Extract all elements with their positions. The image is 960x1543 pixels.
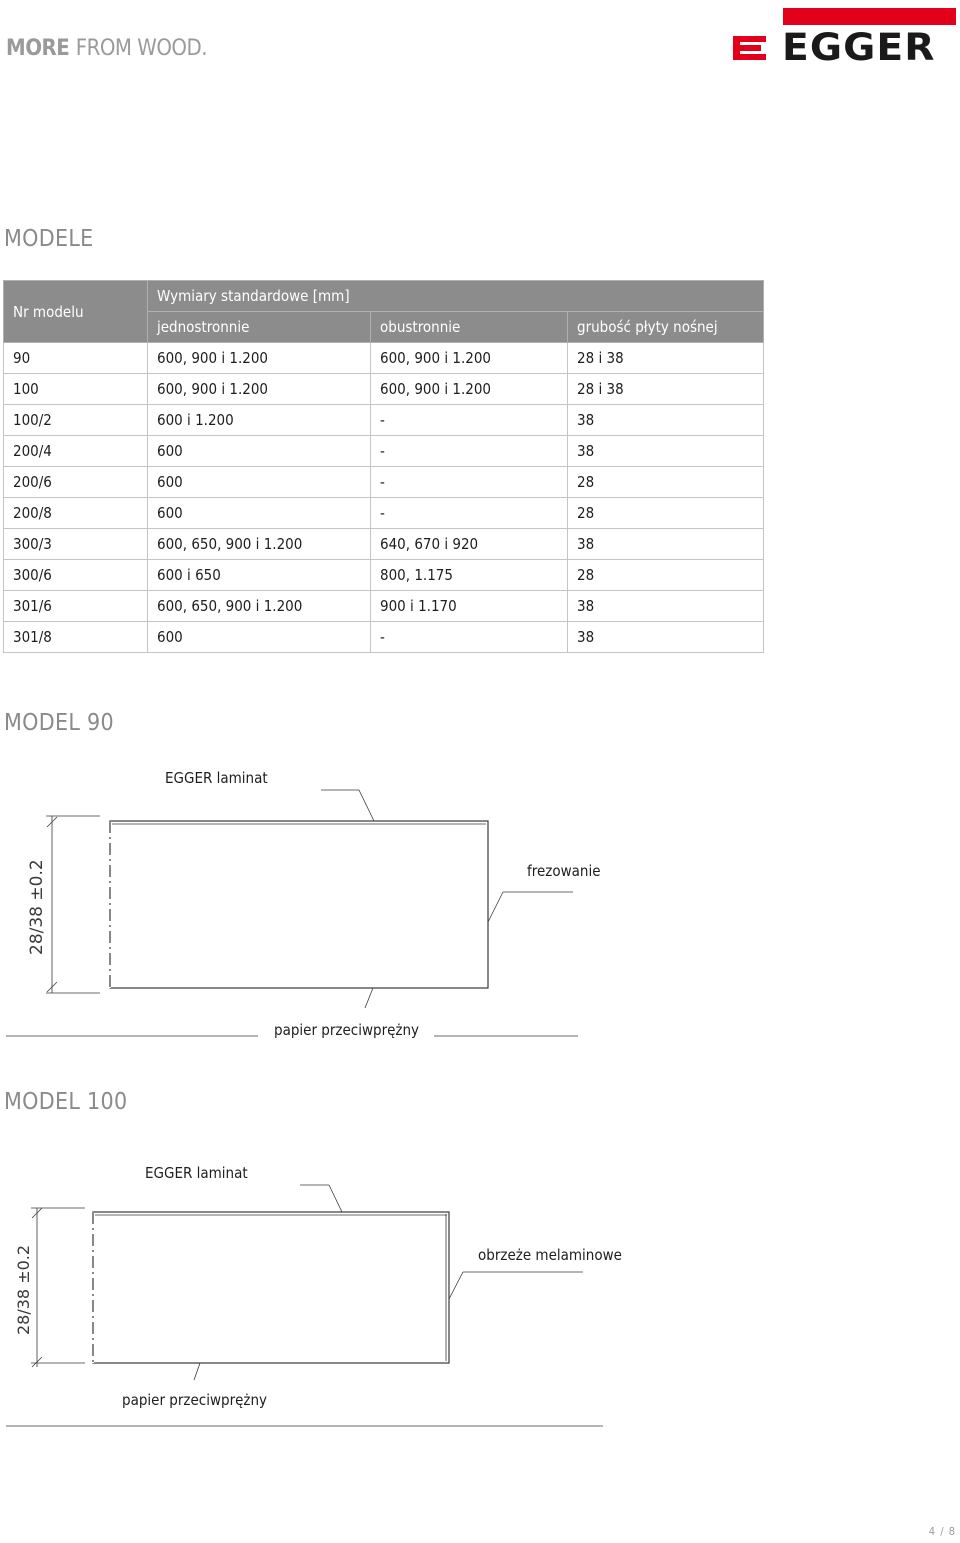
table-cell: 600: [148, 467, 371, 498]
tagline-bold: MORE: [6, 36, 70, 61]
model100-dimension-text: 28/38 ±0.2: [14, 1244, 33, 1335]
model100-board: [93, 1212, 449, 1363]
table-row: [4, 591, 764, 622]
table-cell: 600 i 1.200: [148, 405, 371, 436]
model100-drawing: [0, 1175, 620, 1435]
table-cell: 38: [568, 436, 764, 467]
model90-laminate-label: EGGER laminat: [165, 769, 268, 787]
table-cell: 200/8: [4, 498, 148, 529]
table-cell: 100: [4, 374, 148, 405]
table-row: [4, 467, 764, 498]
table-cell: -: [371, 498, 568, 529]
table-cell: 600: [148, 498, 371, 529]
table-cell: 200/4: [4, 436, 148, 467]
table-cell: 600, 900 i 1.200: [371, 343, 568, 374]
table-cell: 600, 900 i 1.200: [148, 343, 371, 374]
col-header-dimensions: Wymiary standardowe [mm]: [148, 281, 764, 312]
section-title-model-90: MODEL 90: [4, 710, 114, 736]
table-cell: 600, 900 i 1.200: [148, 374, 371, 405]
page-number: 4 / 8: [928, 1525, 956, 1538]
table-cell: 90: [4, 343, 148, 374]
table-cell: 38: [568, 591, 764, 622]
table-cell: 28: [568, 467, 764, 498]
logo-wordmark: EGGER: [782, 26, 936, 69]
section-title-model-100: MODEL 100: [4, 1089, 128, 1115]
table-row: [4, 405, 764, 436]
model100-backing-label: papier przeciwprężny: [122, 1391, 268, 1409]
table-row: [4, 622, 764, 653]
table-row: [4, 436, 764, 467]
table-row: [4, 343, 764, 374]
table-cell: 800, 1.175: [371, 560, 568, 591]
table-cell: 38: [568, 405, 764, 436]
col-header-model: Nr modelu: [4, 281, 148, 343]
table-cell: 100/2: [4, 405, 148, 436]
tagline-rest: FROM WOOD.: [75, 36, 208, 61]
table-cell: 301/8: [4, 622, 148, 653]
table-cell: 600: [148, 622, 371, 653]
model90-board: [110, 821, 488, 988]
table-cell: 300/3: [4, 529, 148, 560]
model90-drawing: [0, 780, 620, 1050]
model100-edge-label: obrzeże melaminowe: [478, 1246, 622, 1264]
table-row: [4, 374, 764, 405]
table-row: [4, 498, 764, 529]
table-cell: 38: [568, 529, 764, 560]
models-table: [3, 280, 764, 653]
table-cell: 200/6: [4, 467, 148, 498]
table-cell: 600, 900 i 1.200: [371, 374, 568, 405]
section-title-models: MODELE: [4, 226, 94, 252]
model90-milling-label: frezowanie: [527, 862, 601, 880]
table-cell: 28: [568, 498, 764, 529]
table-cell: 301/6: [4, 591, 148, 622]
col-header-double: obustronnie: [371, 312, 568, 343]
model90-dimension-text: 28/38 ±0.2: [27, 859, 47, 955]
model100-laminate-label: EGGER laminat: [145, 1164, 248, 1182]
col-header-single: jednostronnie: [148, 312, 371, 343]
table-cell: 28 i 38: [568, 374, 764, 405]
table-cell: 640, 670 i 920: [371, 529, 568, 560]
table-cell: -: [371, 467, 568, 498]
logo-red-bar: [783, 8, 956, 25]
table-cell: 600, 650, 900 i 1.200: [148, 591, 371, 622]
table-cell: 900 i 1.170: [371, 591, 568, 622]
col-header-thickness: grubość płyty nośnej: [568, 312, 764, 343]
table-cell: 28 i 38: [568, 343, 764, 374]
logo-e-mark: [733, 36, 766, 60]
table-cell: -: [371, 436, 568, 467]
table-cell: 28: [568, 560, 764, 591]
table-cell: -: [371, 405, 568, 436]
table-cell: 300/6: [4, 560, 148, 591]
table-cell: 38: [568, 622, 764, 653]
table-cell: 600: [148, 436, 371, 467]
brand-tagline: [6, 36, 207, 61]
table-cell: -: [371, 622, 568, 653]
model90-backing-label: papier przeciwprężny: [274, 1021, 420, 1039]
table-cell: 600, 650, 900 i 1.200: [148, 529, 371, 560]
table-row: [4, 560, 764, 591]
table-cell: 600 i 650: [148, 560, 371, 591]
table-row: [4, 529, 764, 560]
